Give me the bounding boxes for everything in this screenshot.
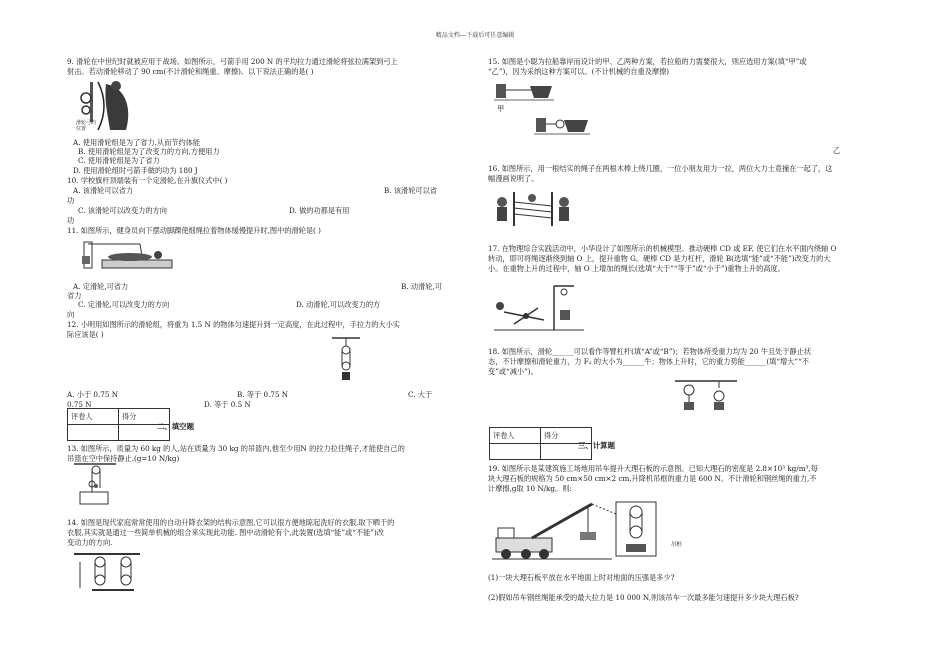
q10-stem: 10. 学校旗杆顶端装有一个定滑轮,在升旗仪式中( ) [67,176,228,185]
q12-option-c: C. 大于 [408,390,433,399]
q19-line1: 19. 如图所示是某建筑施工场地用吊车提升大理石板的示意图。已知大理石的密度是 2.8×10³ kg/m³,每 [488,464,818,473]
q9-line1: 9. 滑轮在中世纪时就被应用于战场。如图所示，弓箭手用 200 N 的平均拉力通过滑轮将弦拉满架到弓上 [67,57,398,66]
score-table-2 [67,408,170,441]
score-header-grader: 评卷人 [490,428,541,444]
section-2-title: 二、填空题 [157,422,194,431]
section-3-title: 三、计算题 [578,441,615,450]
q18-line1: 18. 如图所示，滑轮______可以看作等臂杠杆(填“A”或“B”)；若物体所受重力均为 20 牛且处于静止状 [488,347,812,356]
q14-line3: 变动力的方向. [67,538,113,547]
q9-option-b: B. 使用滑轮组是为了改变力的方向,方便用力 [78,147,220,156]
q12-option-b: B. 等于 0.75 N [237,390,289,399]
q14-line1: 14. 如图是现代家庭常常使用的自动升降衣架的结构示意图,它可以很方便地晾起洗好的衣服,取下晒干的 [67,518,395,527]
q12-pulley-figure [326,336,366,386]
q11-option-d: D. 动滑轮,可以改变力的方 [296,300,381,309]
q14-line2: 衣服,其实就是通过一些简单机械的组合来实现此功能. 图中动滑轮有个,此装置(选填“能”或“不能”)改 [67,528,384,537]
q11-exercise-figure [80,240,176,270]
q16-line1: 16. 如图所示，用一根结实的绳子在两根木棒上绕几圈，一位小朋友用力一拉，两位大力士竟撞在一起了，这 [488,164,833,173]
q10-option-c: C. 该滑轮可以改变力的方向 [78,206,167,215]
q11-option-d-cont: 向 [67,310,75,319]
score-table-3 [489,427,592,460]
q17-mechanism-figure [494,282,584,334]
score-header-score: 得分 [119,409,170,425]
q15-label-yi: 乙 [833,146,841,155]
page-header: 精品文档---下载后可任意编辑 [435,32,515,39]
q10-option-d-cont: 功 [67,216,75,225]
q19-part1: (1)一块大理石板平放在水平地面上时对地面的压强是多少? [488,573,675,582]
q9-option-c: C. 使用滑轮组是为了省力 [78,156,160,165]
q12-option-d: D. 等于 0.5 N [204,400,251,409]
q10-option-b-cont: 功 [67,196,75,205]
q12-line1: 12. 小明用如图所示的滑轮组，将重为 1.5 N 的物体匀速提升到一定高度，在此过程中，手拉力的大小实 [67,320,400,329]
q11-option-b-cont: 省力 [67,291,82,300]
q13-basket-figure [72,462,118,508]
q9-figure-label: 滑轮弓的位置 [76,120,97,132]
q11-option-b: B. 动滑轮,可 [401,282,442,291]
q15-line1: 15. 如图是小聪为拉船靠岸而设计的甲、乙两种方案，若拉船的力需要很大，则应选用方案(填“甲”或 [488,57,807,66]
q13-line2: 吊篮在空中保持静止.(g=10 N/kg) [67,454,180,463]
q16-line2: 幅漫画说明了。 [488,174,539,183]
q16-tug-figure [492,188,578,228]
q15-label-jia: 甲 [497,104,505,113]
score-header-score: 得分 [541,428,592,444]
score-header-grader: 评卷人 [68,409,119,425]
q12-option-a: A. 小于 0.75 N [67,390,118,399]
q18-line3: 变”或“减小”)。 [488,367,538,376]
q15-plan-jia-figure [494,78,554,104]
q15-plan-yi-figure [534,112,590,138]
q19-line2: 块大理石板的规格为 50 cm×50 cm×2 cm,升降机吊框的重力是 600 N。不计滑轮和钢丝绳的重力,不 [488,474,817,483]
q9-option-a: A. 使用滑轮组是为了省力,从而节约体能 [73,138,201,147]
q19-part2: (2)假如吊车钢丝绳能承受的最大拉力是 10 000 N,则该吊车一次最多能匀速提升多少块大理石板? [488,593,799,602]
q17-line1: 17. 在物理综合实践活动中，小华设计了如图所示的机械模型。推动硬棒 CD 或 EF, 使它们在水平面内绕轴 O [488,244,837,253]
q18-pulleys-figure [673,378,739,412]
q10-option-b: B. 该滑轮可以省 [384,186,437,195]
q12-option-c-cont: 0.75 N [67,400,92,409]
q15-line2: “乙”)，因为采纳这种方案可以。(不计机械的自重及摩擦) [488,67,670,76]
q11-option-c: C. 定滑轮,可以改变力的方向 [78,300,170,309]
q14-clothes-rack-figure [72,550,142,594]
q19-line3: 计摩擦,g取 10 N/kg。则: [488,484,572,493]
q12-line2: 际应该是( ) [67,330,104,339]
q17-line3: 小。在重物上升的过程中，轴 O 上增加的绳长(选填“大于”“等于”或“小于”)重物上升的高度。 [488,264,785,273]
q13-line1: 13. 如图所示，质量为 60 kg 的人,站在质量为 30 kg 的吊篮内,他至少用N 的拉力拉住绳子,才能使自己的 [67,444,405,453]
q10-option-d: D. 做的功都是有用 [289,206,350,215]
score-cell-grader [68,425,119,441]
q19-figure-label: 吊框 [671,542,683,548]
q11-stem: 11. 如图所示，健身员向下摆动脚踝使细绳拉着物体缓慢提升时,图中的滑轮是( ) [67,226,321,235]
q10-option-a: A. 该滑轮可以省力 [73,186,134,195]
q9-option-d: D. 使用滑轮组时弓箭手做的功为 180 J [73,166,198,175]
q11-option-a: A. 定滑轮,可省力 [73,282,129,291]
q9-line2: 射击。若动滑轮移动了 90 cm(不计滑轮和绳重、摩擦)。以下说法正确的是( ) [67,67,314,76]
q17-line2: 转动，即可将绳逐渐绕到轴 O 上，提升重物 G。硬棒 CD 是力杠杆，滑轮 B(选填“能”或“不能”)改变力的大 [488,254,831,263]
q18-line2: 态，不计摩擦和滑轮重力，力 F₂ 的大小为______牛；物体上升时，它的重力势能______(填“增大”“不 [488,357,809,366]
score-cell-grader [490,444,541,460]
q19-crane-figure [492,496,672,562]
